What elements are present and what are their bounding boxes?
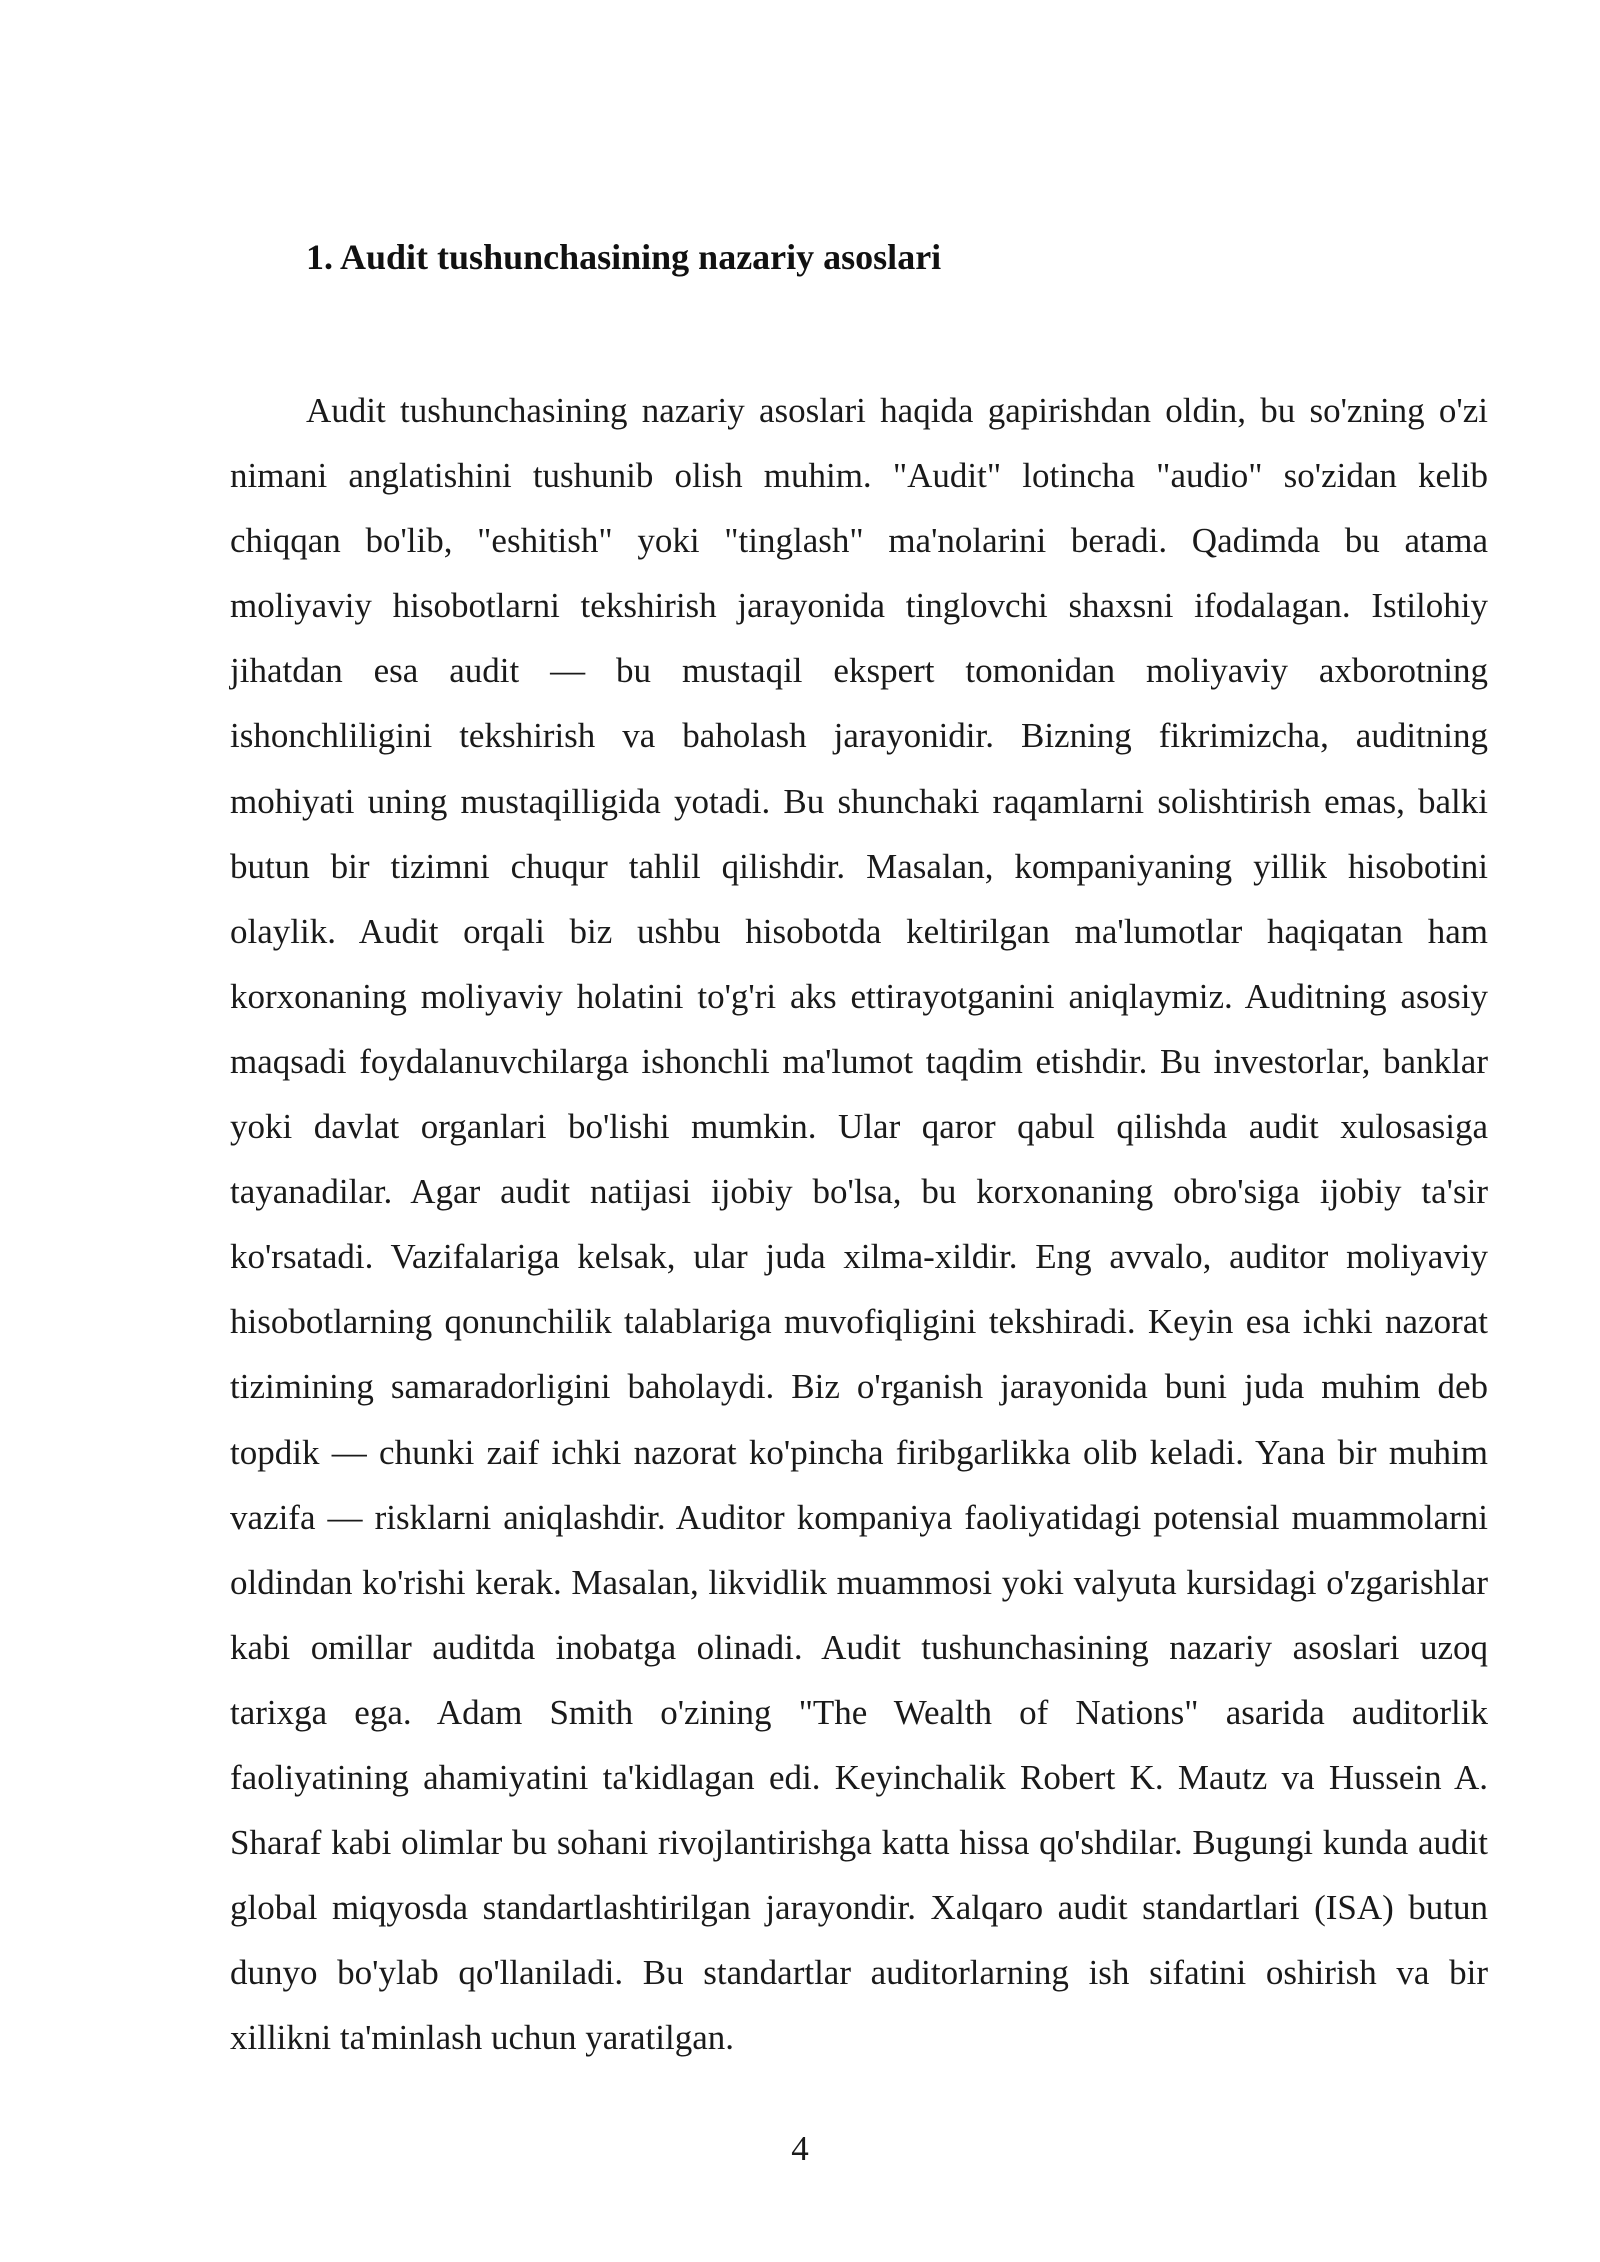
section-heading: 1. Audit tushunchasining nazariy asoslari [306, 237, 942, 277]
body-paragraph: Audit tushunchasining nazariy asoslari haqida gapirishdan oldin, bu so'zning o'zi nimani anglatishini tushunib olish muhim. "Audit" lotincha "audio" so'zidan kelib chiqqan bo'lib, "eshitish" yoki "tinglash" ma'nolarini beradi. Qadimda bu atama moliyaviy hisobotlarni tekshirish jarayonida tinglovchi shaxsni ifodalagan. Istilohiy jihatdan esa audit — bu mustaqil ekspert tomonidan moliyaviy axborotning ishonchliligini tekshirish va baholash jarayonidir. Bizning fikrimizcha, auditning mohiyati uning mustaqilligida yotadi. Bu shunchaki raqamlarni solishtirish emas, balki butun bir tizimni chuqur tahlil qilishdir. Masalan, kompaniyaning yillik hisobotini olaylik. Audit orqali biz ushbu hisobotda keltirilgan ma'lumotlar haqiqatan ham korxonaning moliyaviy holatini to'g'ri aks ettirayotganini aniqlaymiz. Auditning asosiy maqsadi foydalanuvchilarga ishonchli ma'lumot taqdim etishdir. Bu investorlar, banklar yoki davlat organlari bo'lishi mumkin. Ular qaror qabul qilishda audit xulosasiga tayanadilar. Agar audit natijasi ijobiy bo'lsa, bu korxonaning obro'siga ijobiy ta'sir ko'rsatadi. Vazifalariga kelsak, ular juda xilma-xildir. Eng avvalo, auditor moliyaviy hisobotlarning qonunchilik talablariga muvofiqligini tekshiradi. Keyin esa ichki nazorat tizimining samaradorligini baholaydi. Biz o'rganish jarayonida buni juda muhim deb topdik — chunki zaif ichki nazorat ko'pincha firibgarlikka olib keladi. Yana bir muhim vazifa — risklarni aniqlashdir. Auditor kompaniya faoliyatidagi potensial muammolarni oldindan ko'rishi kerak. Masalan, likvidlik muammosi yoki valyuta kursidagi o'zgarishlar kabi omillar auditda inobatga olinadi. Audit tushunchasining nazariy asoslari uzoq tarixga ega. Adam Smith o'zining "The Wealth of Nations" asarida auditorlik faoliyatining ahamiyatini ta'kidlagan edi. Keyinchalik Robert K. Mautz va Hussein A. Sharaf kabi olimlar bu sohani rivojlantirishga katta hissa qo'shdilar. Bugungi kunda audit global miqyosda standartlashtirilgan jarayondir. Xalqaro audit standartlari (ISA) butun dunyo bo'ylab qo'llaniladi. Bu standartlar auditorlarning ish sifatini oshirish va bir xillikni ta'minlash uchun yaratilgan. [230, 391, 1488, 2058]
page-number: 4 [791, 2129, 809, 2168]
